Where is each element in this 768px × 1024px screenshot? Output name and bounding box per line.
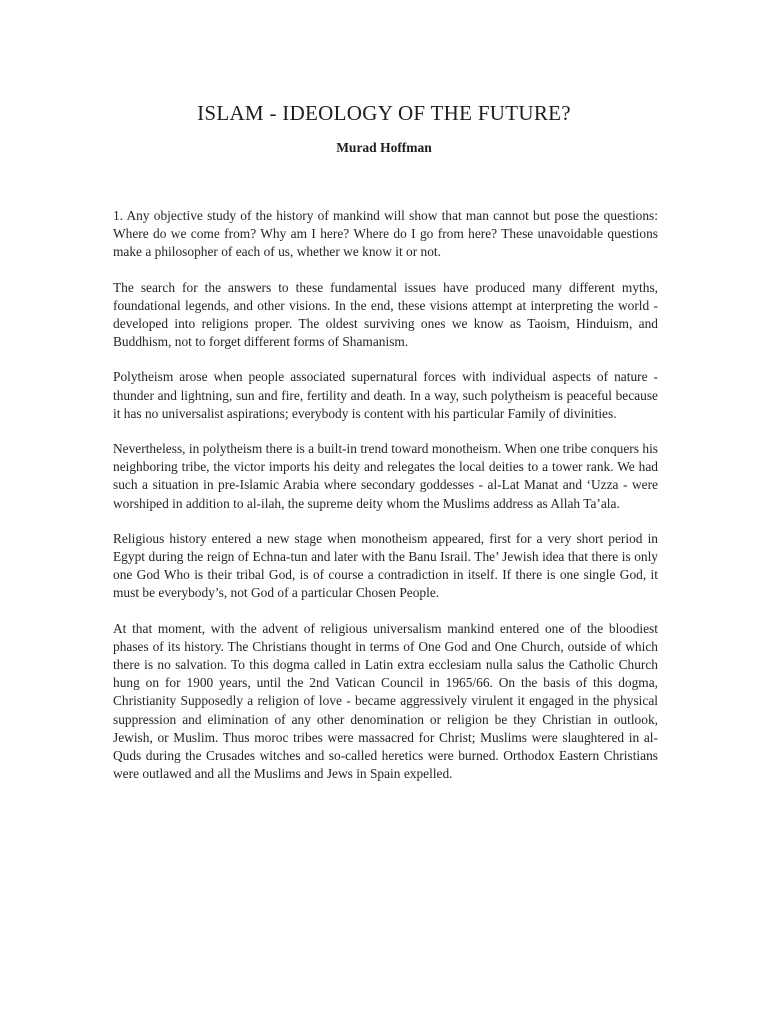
paragraph-5: Religious history entered a new stage when monotheism appeared, first for a very short period in Egypt during the reign of Echna-tun and later with the Banu Israil. The’ Jewish idea that there is only one God Who is their tribal God, is of course a contradiction in itself. If there is one single God, it must be everybody’s, not God of a particular Chosen People. (113, 530, 658, 601)
paragraph-3: Polytheism arose when people associated supernatural forces with individual aspects of nature - thunder and lightning, sun and fire, fertility and death. In a way, such polytheism is peaceful because it has no universalist aspirations; everybody is content with his particular Family of divinities. (113, 369, 658, 421)
document-body (113, 207, 658, 800)
document-title: ISLAM - IDEOLOGY OF THE FUTURE? (197, 101, 571, 125)
author-name: Murad Hoffman (336, 140, 432, 155)
paragraph-1: 1. Any objective study of the history of mankind will show that man cannot but pose the questions: Where do we come from? Why am I here? Where do I go from here? These unavoidable questions make a philosopher of each of us, whether we know it or not. (113, 208, 658, 260)
paragraph-4: Nevertheless, in polytheism there is a built-in trend toward monotheism. When one tribe conquers his neighboring tribe, the victor imports his deity and relegates the local deities to a tower rank. We had such a situation in pre-Islamic Arabia where secondary goddesses - al-Lat Manat and ‘Uzza - were worshiped in addition to al-ilah, the supreme deity whom the Muslims address as Allah Ta’ala. (113, 441, 658, 511)
paragraph-6: At that moment, with the advent of religious universalism mankind entered one of the bloodiest phases of its history. The Christians thought in terms of One God and One Church, outside of which there is no salvation. To this dogma called in Latin extra ecclesiam nulla salus the Catholic Church hung on for 1900 years, until the 2nd Vatican Council in 1965/66. On the basis of this dogma, Christianity Supposedly a religion of love - became aggressively virulent it engaged in the physical suppression and elimination of any other denomination or religion be they Christian in outlook, Jewish, or Muslim. Thus moroc tribes were massacred for Christ; Muslims were slaughtered in al-Quds during the Crusades witches and so-called heretics were burned. Orthodox Eastern Christians were outlawed and all the Muslims and Jews in Spain expelled. (113, 620, 658, 782)
paragraph-2: The search for the answers to these fundamental issues have produced many different myths, foundational legends, and other visions. In the end, these visions attempt at interpreting the world - developed into religions proper. The oldest surviving ones we know as Taoism, Hinduism, and Buddhism, not to forget different forms of Shamanism. (113, 279, 658, 350)
